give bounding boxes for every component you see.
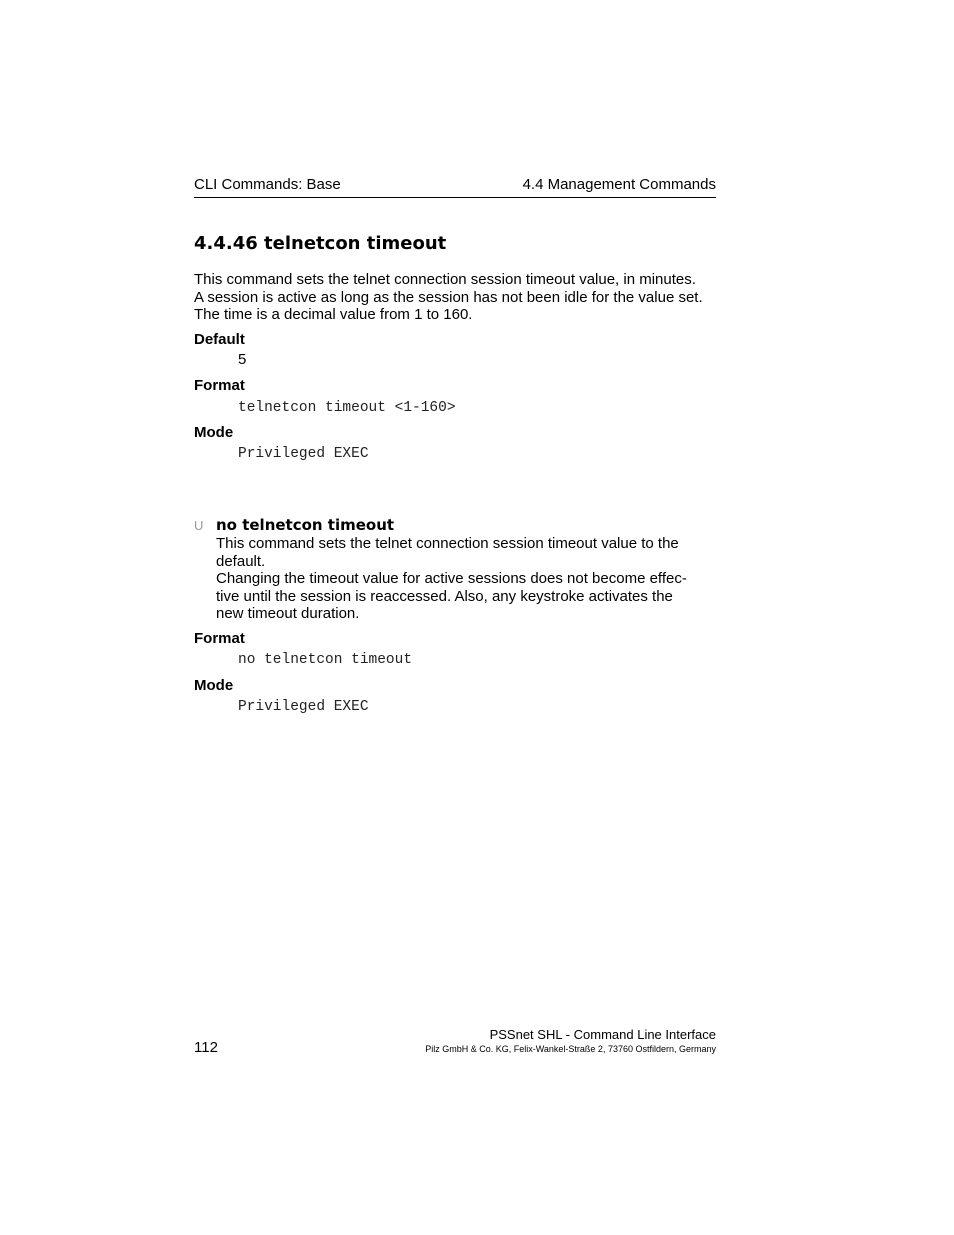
section-title: 4.4.46 telnetcon timeout [194,233,447,254]
format-label: Format [194,377,245,394]
sub-mode-value: Privileged EXEC [238,699,369,715]
footer-info [425,1027,716,1055]
subsection-paragraph [216,570,716,623]
intro-line: The time is a decimal value from 1 to 160. [194,306,473,323]
document-page [194,0,716,1235]
header-chapter: CLI Commands: Base [194,176,341,193]
bullet-marker: U [194,518,204,533]
footer-doc-name: PSSnet SHL - Command Line Interface [489,1027,716,1042]
intro-line: This command sets the telnet connection session timeout value, in minutes. [194,271,696,288]
page-number: 112 [194,1039,218,1056]
default-label: Default [194,331,245,348]
header-section: 4.4 Management Commands [522,176,716,193]
mode-value: Privileged EXEC [238,446,369,462]
subsection-title: no telnetcon timeout [216,516,395,534]
mode-label: Mode [194,424,234,441]
sub-mode-label: Mode [194,677,234,694]
intro-line: A session is active as long as the session has not been idle for the value set. [194,288,703,306]
paragraph-line: default. [216,552,266,570]
default-value: 5 [238,351,247,368]
paragraph-line: new timeout duration. [216,605,360,622]
paragraph-line: tive until the session is reaccessed. Also, any keystroke activates the [216,587,673,605]
paragraph-line: This command sets the telnet connection session timeout value to the [216,535,679,552]
footer-company: Pilz GmbH & Co. KG, Felix-Wankel-Straße 2, 73760 Ostfildern, Germany [425,1044,716,1054]
subsection-paragraph [216,535,716,570]
running-header [194,175,716,198]
sub-format-label: Format [194,630,245,647]
subsection-body [216,535,716,623]
format-value: telnetcon timeout <1-160> [238,400,456,416]
sub-format-value: no telnetcon timeout [238,652,413,668]
paragraph-line: Changing the timeout value for active sessions does not become effec- [216,570,687,587]
section-intro [194,271,716,324]
